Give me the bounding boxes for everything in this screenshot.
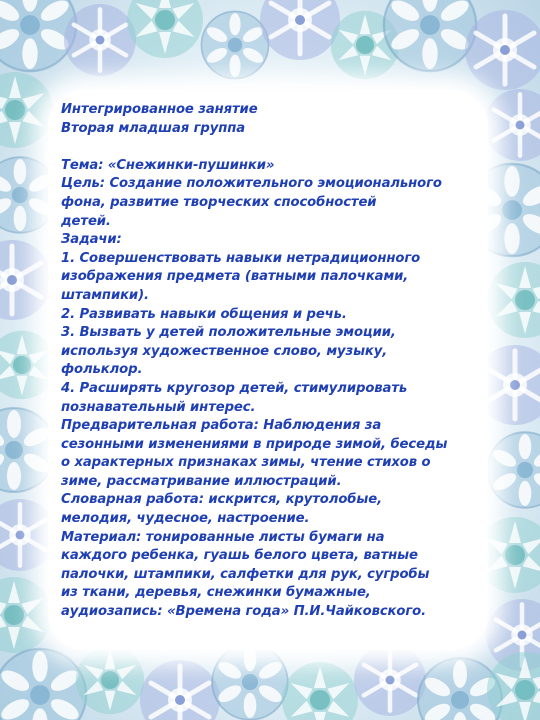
doc-line: Цель: Создание положительного эмоционального	[61, 176, 442, 192]
doc-line: Предварительная работа: Наблюдения за	[61, 418, 382, 434]
doc-line: штампики).	[61, 287, 149, 303]
doc-line: фона, развитие творческих способностей	[61, 194, 377, 210]
lesson-plan-text	[61, 101, 481, 622]
doc-line: изображения предмета (ватными палочками,	[61, 269, 409, 285]
doc-line: используя художественное слово, музыку,	[61, 343, 388, 359]
doc-tasks-heading: Задачи:	[61, 232, 122, 248]
doc-line: 3. Вызвать у детей положительные эмоции,	[61, 325, 396, 341]
doc-subtitle: Вторая младшая группа	[61, 120, 246, 136]
doc-line: палочки, штампики, салфетки для рук, сугробы	[61, 566, 430, 582]
doc-title: Интегрированное занятие	[61, 102, 258, 117]
doc-line: сезонными изменениями в природе зимой, беседы	[61, 436, 448, 452]
doc-line: Материал: тонированные листы бумаги на	[61, 529, 385, 545]
doc-line: познавательный интерес.	[61, 399, 256, 415]
doc-line: фольклор.	[61, 362, 143, 378]
doc-line: мелодия, чудесное, настроение.	[61, 511, 310, 527]
doc-line	[61, 138, 481, 157]
doc-line: зиме, рассматривание иллюстраций.	[61, 473, 342, 489]
doc-line: о характерных признаках зимы, чтение стихов о	[61, 455, 431, 471]
doc-line: аудиозапись: «Времена года» П.И.Чайковского.	[61, 604, 427, 620]
doc-line: 4. Расширять кругозор детей, стимулировать	[61, 380, 408, 396]
doc-topic: Тема: «Снежинки-пушинки»	[61, 157, 275, 173]
doc-line: 2. Развивать навыки общения и речь.	[61, 306, 347, 322]
doc-line: Словарная работа: искрится, крутолобые,	[61, 492, 382, 508]
doc-line: каждого ребенка, гуашь белого цвета, ватные	[61, 548, 418, 564]
doc-line: детей.	[61, 213, 111, 229]
doc-line: из ткани, деревья, снежинки бумажные,	[61, 585, 371, 601]
doc-line: 1. Совершенствовать навыки нетрадиционного	[61, 250, 421, 266]
